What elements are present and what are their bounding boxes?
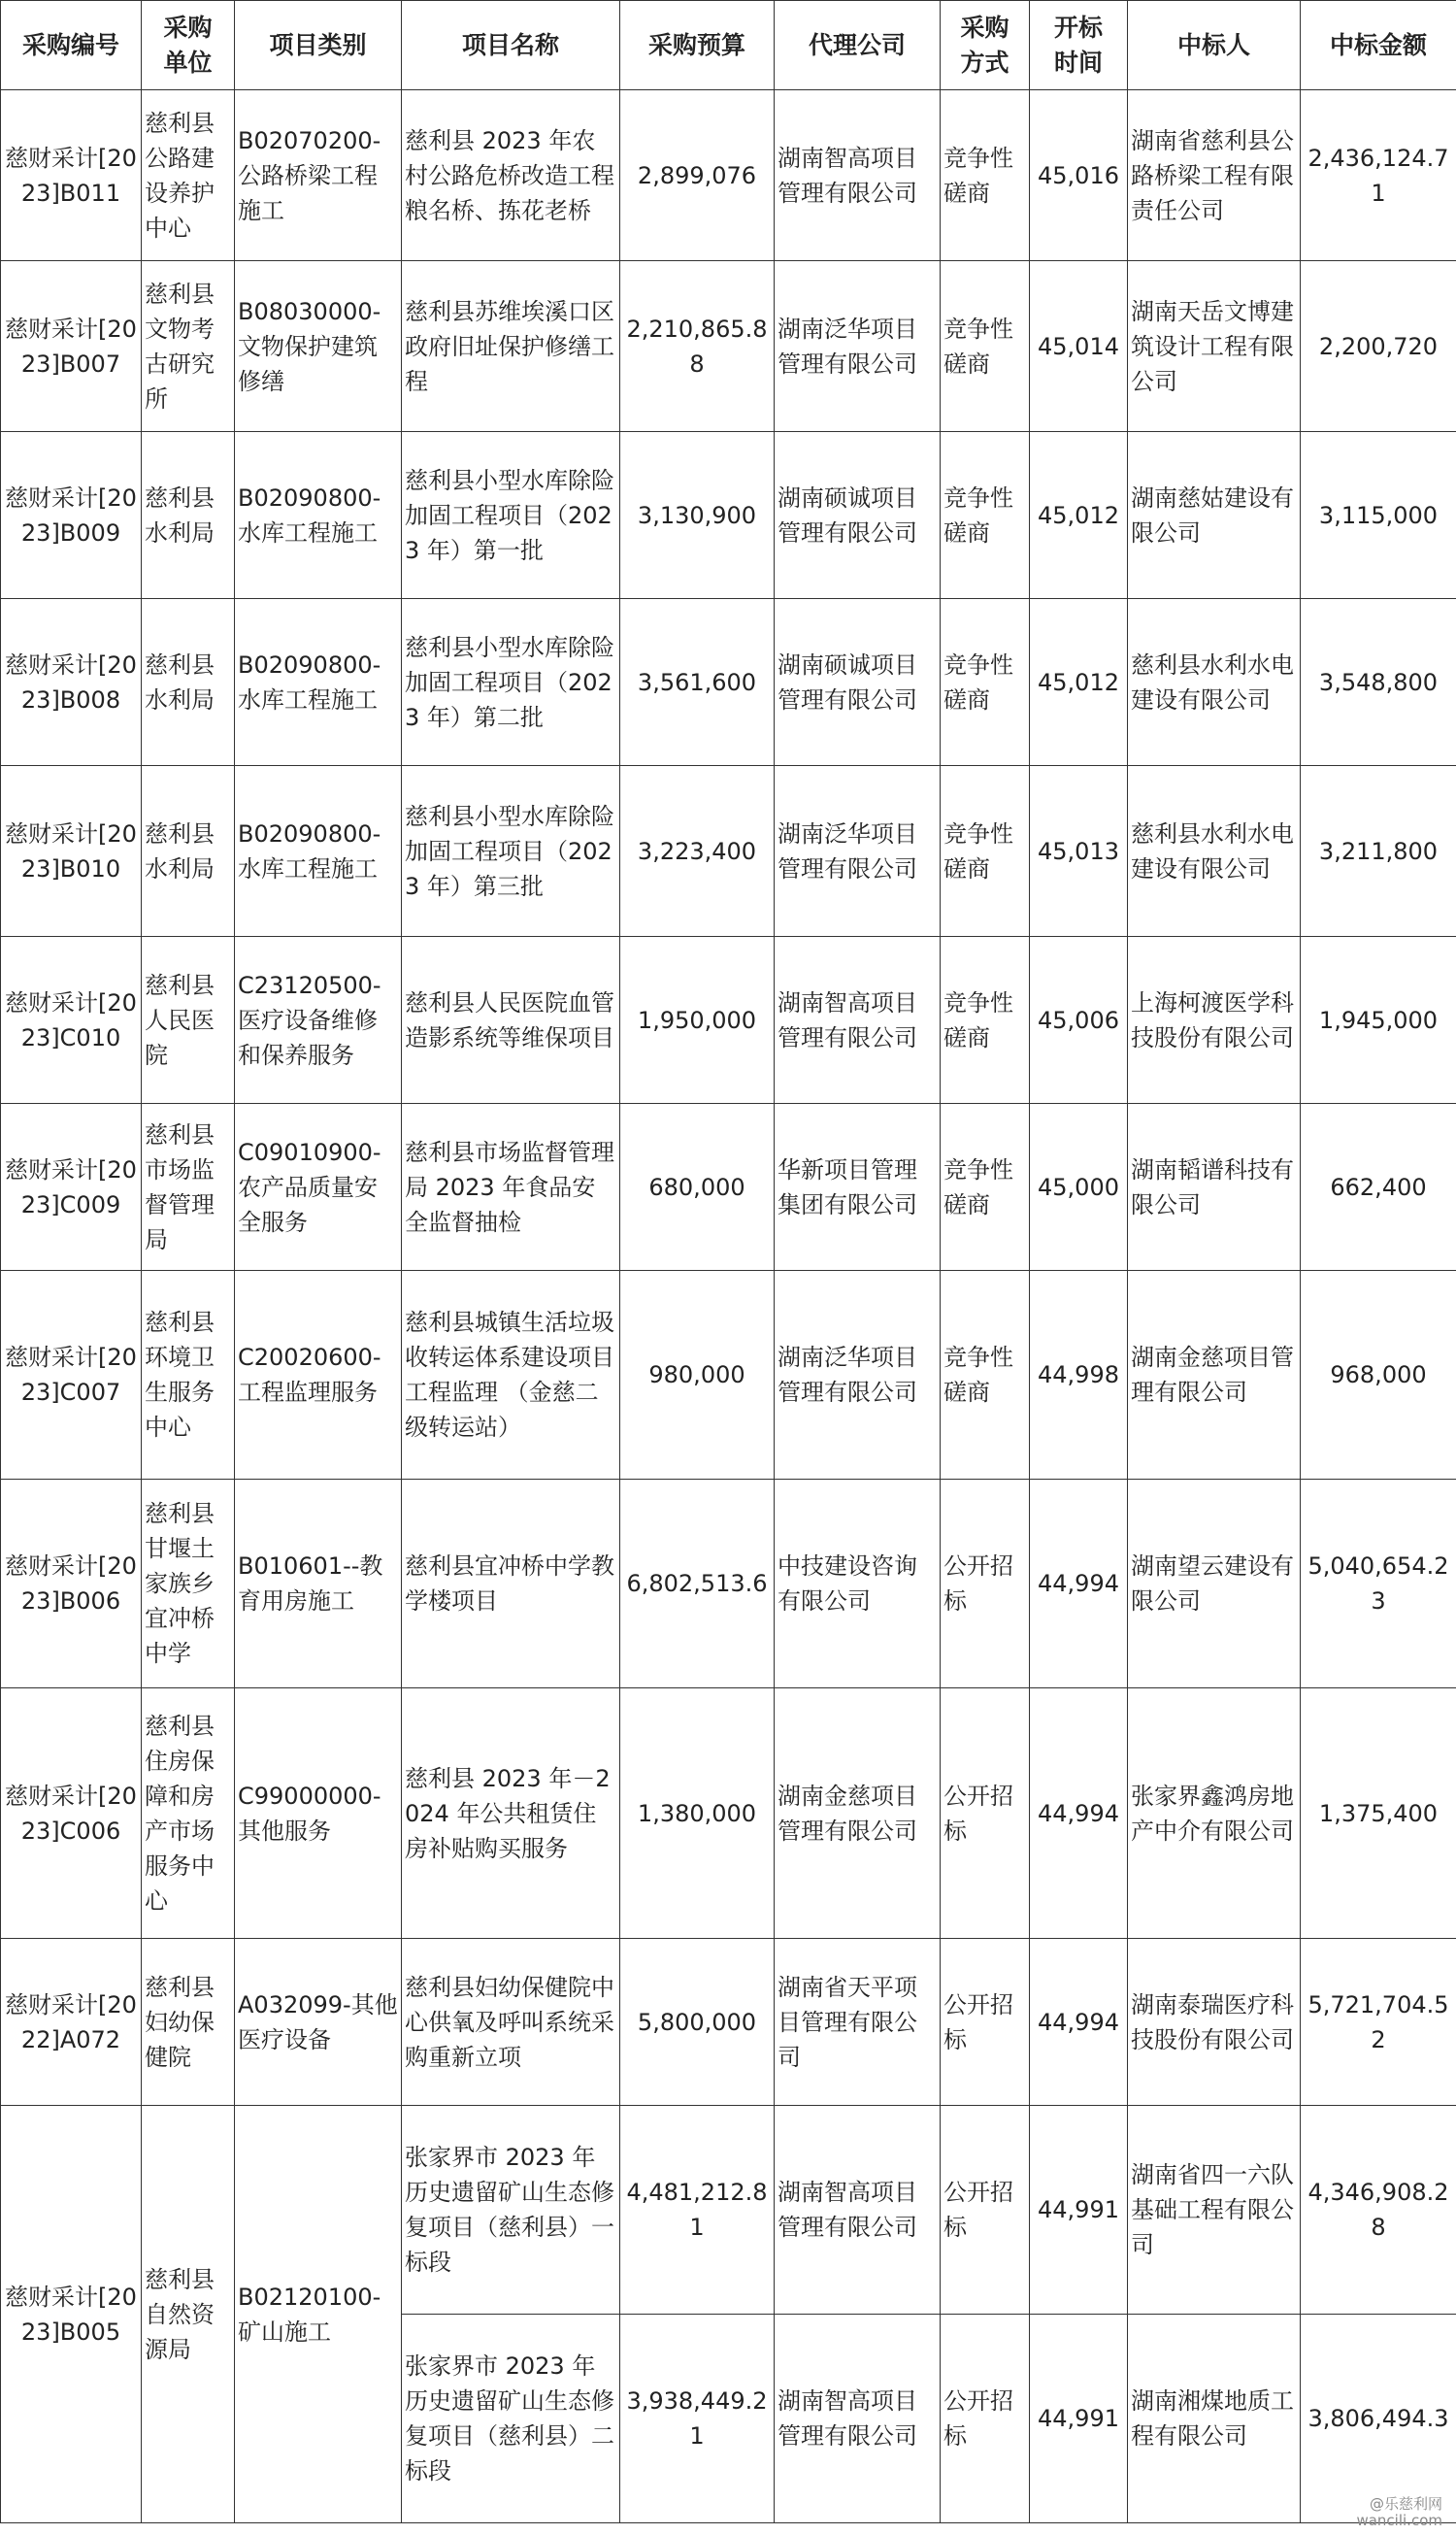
table-row (1, 90, 1456, 261)
cell-category: B02090800-水库工程施工 (235, 766, 402, 937)
cell-winner: 湖南省慈利县公路桥梁工程有限责任公司 (1128, 90, 1301, 261)
cell-unit: 慈利县市场监督管理局 (142, 1104, 235, 1271)
cell-unit: 慈利县自然资源局 (142, 2106, 235, 2523)
table-row (1, 432, 1456, 599)
cell-date: 45,012 (1030, 599, 1128, 766)
cell-method: 公开招标 (941, 1939, 1030, 2106)
cell-project: 慈利县城镇生活垃圾收转运体系建设项目工程监理 （金慈二级转运站） (402, 1271, 620, 1480)
cell-budget: 3,938,449.21 (620, 2315, 775, 2523)
cell-project: 慈利县人民医院血管造影系统等维保项目 (402, 937, 620, 1104)
cell-code: 慈财采计[2023]B009 (1, 432, 142, 599)
cell-amount: 3,211,800 (1301, 766, 1456, 937)
table-row (1, 1480, 1456, 1688)
cell-budget: 4,481,212.81 (620, 2106, 775, 2315)
table-row (1, 1271, 1456, 1480)
cell-budget: 3,561,600 (620, 599, 775, 766)
cell-category: C99000000-其他服务 (235, 1688, 402, 1939)
cell-agency: 湖南金慈项目管理有限公司 (775, 1688, 941, 1939)
cell-amount: 1,375,400 (1301, 1688, 1456, 1939)
table-row (1, 261, 1456, 432)
cell-project: 张家界市 2023 年历史遗留矿山生态修复项目（慈利县）一标段 (402, 2106, 620, 2315)
cell-agency: 湖南智高项目管理有限公司 (775, 2315, 941, 2523)
table-row (1, 2106, 1456, 2315)
cell-category: B08030000-文物保护建筑修缮 (235, 261, 402, 432)
cell-amount: 1,945,000 (1301, 937, 1456, 1104)
cell-method: 竞争性磋商 (941, 766, 1030, 937)
cell-code: 慈财采计[2023]C009 (1, 1104, 142, 1271)
cell-winner: 慈利县水利水电建设有限公司 (1128, 599, 1301, 766)
cell-category: B02090800-水库工程施工 (235, 599, 402, 766)
cell-project: 慈利县市场监督管理局 2023 年食品安全监督抽检 (402, 1104, 620, 1271)
cell-budget: 5,800,000 (620, 1939, 775, 2106)
cell-unit: 慈利县甘堰土家族乡宜冲桥中学 (142, 1480, 235, 1688)
cell-date: 45,000 (1030, 1104, 1128, 1271)
cell-winner: 慈利县水利水电建设有限公司 (1128, 766, 1301, 937)
cell-unit: 慈利县公路建设养护中心 (142, 90, 235, 261)
cell-category: B02090800-水库工程施工 (235, 432, 402, 599)
cell-budget: 1,380,000 (620, 1688, 775, 1939)
cell-code: 慈财采计[2023]C010 (1, 937, 142, 1104)
cell-code: 慈财采计[2023]B007 (1, 261, 142, 432)
cell-winner: 湖南省四一六队基础工程有限公司 (1128, 2106, 1301, 2315)
cell-unit: 慈利县住房保障和房产市场服务中心 (142, 1688, 235, 1939)
header-budget: 采购预算 (620, 1, 775, 90)
cell-amount: 662,400 (1301, 1104, 1456, 1271)
cell-method: 竞争性磋商 (941, 937, 1030, 1104)
cell-unit: 慈利县人民医院 (142, 937, 235, 1104)
header-code: 采购编号 (1, 1, 142, 90)
cell-winner: 湖南湘煤地质工程有限公司 (1128, 2315, 1301, 2523)
cell-amount: 2,436,124.71 (1301, 90, 1456, 261)
cell-category: C20020600-工程监理服务 (235, 1271, 402, 1480)
cell-project: 张家界市 2023 年历史遗留矿山生态修复项目（慈利县）二标段 (402, 2315, 620, 2523)
header-agency: 代理公司 (775, 1, 941, 90)
cell-category: B02070200-公路桥梁工程施工 (235, 90, 402, 261)
table-header-row (1, 1, 1456, 90)
cell-code: 慈财采计[2023]C006 (1, 1688, 142, 1939)
cell-category: C23120500-医疗设备维修和保养服务 (235, 937, 402, 1104)
cell-method: 竞争性磋商 (941, 1104, 1030, 1271)
cell-method: 竞争性磋商 (941, 1271, 1030, 1480)
cell-project: 慈利县苏维埃溪口区政府旧址保护修缮工程 (402, 261, 620, 432)
cell-method: 竞争性磋商 (941, 599, 1030, 766)
cell-amount: 968,000 (1301, 1271, 1456, 1480)
cell-winner: 湖南韬谱科技有限公司 (1128, 1104, 1301, 1271)
cell-amount: 3,548,800 (1301, 599, 1456, 766)
cell-code: 慈财采计[2023]B008 (1, 599, 142, 766)
cell-project: 慈利县小型水库除险加固工程项目（2023 年）第三批 (402, 766, 620, 937)
header-winner: 中标人 (1128, 1, 1301, 90)
cell-amount: 3,115,000 (1301, 432, 1456, 599)
cell-budget: 6,802,513.6 (620, 1480, 775, 1688)
cell-category: A032099-其他医疗设备 (235, 1939, 402, 2106)
cell-method: 公开招标 (941, 1688, 1030, 1939)
cell-date: 44,994 (1030, 1480, 1128, 1688)
cell-project: 慈利县 2023 年农村公路危桥改造工程粮名桥、拣花老桥 (402, 90, 620, 261)
cell-category: C09010900-农产品质量安全服务 (235, 1104, 402, 1271)
cell-unit: 慈利县水利局 (142, 432, 235, 599)
cell-winner: 湖南慈姑建设有限公司 (1128, 432, 1301, 599)
table-row (1, 1688, 1456, 1939)
header-method: 采购 方式 (941, 1, 1030, 90)
cell-date: 44,991 (1030, 2106, 1128, 2315)
cell-date: 44,994 (1030, 1688, 1128, 1939)
cell-budget: 980,000 (620, 1271, 775, 1480)
cell-budget: 3,130,900 (620, 432, 775, 599)
cell-amount: 3,806,494.3 (1301, 2315, 1456, 2523)
cell-method: 竞争性磋商 (941, 432, 1030, 599)
cell-date: 45,014 (1030, 261, 1128, 432)
cell-agency: 湖南智高项目管理有限公司 (775, 937, 941, 1104)
cell-code: 慈财采计[2023]B006 (1, 1480, 142, 1688)
cell-budget: 680,000 (620, 1104, 775, 1271)
cell-date: 45,016 (1030, 90, 1128, 261)
cell-date: 44,991 (1030, 2315, 1128, 2523)
header-amount: 中标金额 (1301, 1, 1456, 90)
cell-unit: 慈利县文物考古研究所 (142, 261, 235, 432)
cell-agency: 中技建设咨询有限公司 (775, 1480, 941, 1688)
cell-date: 44,994 (1030, 1939, 1128, 2106)
cell-agency: 湖南硕诚项目管理有限公司 (775, 599, 941, 766)
cell-agency: 湖南省天平项目管理有限公司 (775, 1939, 941, 2106)
cell-project: 慈利县 2023 年－2024 年公共租赁住房补贴购买服务 (402, 1688, 620, 1939)
watermark-line2: wancili.com (1356, 2512, 1442, 2529)
header-category: 项目类别 (235, 1, 402, 90)
table-row (1, 599, 1456, 766)
cell-agency: 湖南智高项目管理有限公司 (775, 2106, 941, 2315)
cell-unit: 慈利县水利局 (142, 766, 235, 937)
cell-unit: 慈利县妇幼保健院 (142, 1939, 235, 2106)
cell-code: 慈财采计[2023]B010 (1, 766, 142, 937)
table-row (1, 937, 1456, 1104)
cell-amount: 5,721,704.52 (1301, 1939, 1456, 2106)
header-date: 开标 时间 (1030, 1, 1128, 90)
cell-method: 公开招标 (941, 1480, 1030, 1688)
cell-agency: 湖南智高项目管理有限公司 (775, 90, 941, 261)
cell-project: 慈利县宜冲桥中学教学楼项目 (402, 1480, 620, 1688)
watermark (1356, 2496, 1442, 2529)
cell-amount: 2,200,720 (1301, 261, 1456, 432)
cell-unit: 慈利县环境卫生服务中心 (142, 1271, 235, 1480)
cell-date: 45,012 (1030, 432, 1128, 599)
cell-agency: 华新项目管理集团有限公司 (775, 1104, 941, 1271)
cell-winner: 湖南泰瑞医疗科技股份有限公司 (1128, 1939, 1301, 2106)
cell-project: 慈利县小型水库除险加固工程项目（2023 年）第二批 (402, 599, 620, 766)
cell-method: 竞争性磋商 (941, 90, 1030, 261)
cell-date: 45,006 (1030, 937, 1128, 1104)
cell-project: 慈利县小型水库除险加固工程项目（2023 年）第一批 (402, 432, 620, 599)
cell-agency: 湖南泛华项目管理有限公司 (775, 261, 941, 432)
cell-budget: 2,899,076 (620, 90, 775, 261)
cell-unit: 慈利县水利局 (142, 599, 235, 766)
header-project: 项目名称 (402, 1, 620, 90)
cell-date: 45,013 (1030, 766, 1128, 937)
cell-code: 慈财采计[2023]B005 (1, 2106, 142, 2523)
cell-method: 竞争性磋商 (941, 261, 1030, 432)
cell-amount: 4,346,908.28 (1301, 2106, 1456, 2315)
cell-winner: 湖南望云建设有限公司 (1128, 1480, 1301, 1688)
cell-amount: 5,040,654.23 (1301, 1480, 1456, 1688)
cell-date: 44,998 (1030, 1271, 1128, 1480)
cell-code: 慈财采计[2022]A072 (1, 1939, 142, 2106)
cell-method: 公开招标 (941, 2315, 1030, 2523)
cell-method: 公开招标 (941, 2106, 1030, 2315)
cell-agency: 湖南硕诚项目管理有限公司 (775, 432, 941, 599)
watermark-line1: @乐慈利网 (1369, 2495, 1442, 2513)
cell-budget: 3,223,400 (620, 766, 775, 937)
table-row (1, 1939, 1456, 2106)
cell-winner: 张家界鑫鸿房地产中介有限公司 (1128, 1688, 1301, 1939)
cell-category: B010601--教育用房施工 (235, 1480, 402, 1688)
cell-winner: 上海柯渡医学科技股份有限公司 (1128, 937, 1301, 1104)
cell-agency: 湖南泛华项目管理有限公司 (775, 766, 941, 937)
cell-code: 慈财采计[2023]B011 (1, 90, 142, 261)
cell-winner: 湖南金慈项目管理有限公司 (1128, 1271, 1301, 1480)
header-unit: 采购 单位 (142, 1, 235, 90)
cell-budget: 1,950,000 (620, 937, 775, 1104)
cell-category: B02120100-矿山施工 (235, 2106, 402, 2523)
cell-agency: 湖南泛华项目管理有限公司 (775, 1271, 941, 1480)
cell-code: 慈财采计[2023]C007 (1, 1271, 142, 1480)
cell-budget: 2,210,865.88 (620, 261, 775, 432)
table-row (1, 766, 1456, 937)
cell-winner: 湖南天岳文博建筑设计工程有限公司 (1128, 261, 1301, 432)
table-row (1, 1104, 1456, 1271)
cell-project: 慈利县妇幼保健院中心供氧及呼叫系统采购重新立项 (402, 1939, 620, 2106)
